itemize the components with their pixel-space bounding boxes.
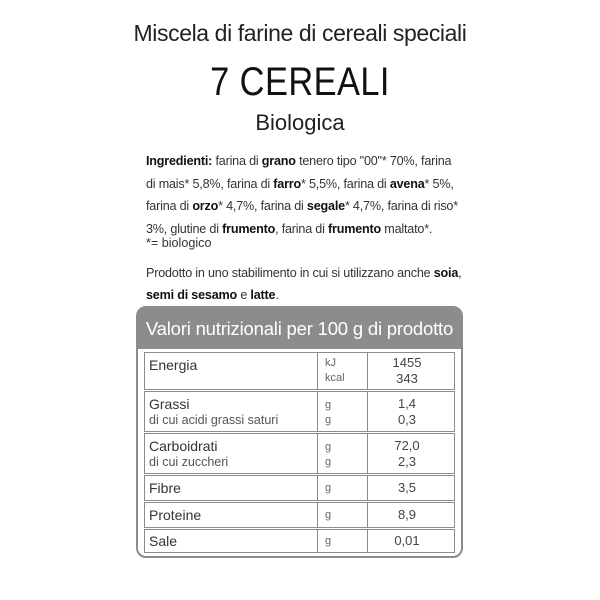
allergen-grano: grano: [261, 154, 296, 168]
ingredients-part: * 4,7%, farina di riso* 3%, glutine di: [146, 199, 458, 236]
column-divider: [367, 392, 368, 431]
allergen-part: Prodotto in uno stabilimento in cui si utilizzano anche: [146, 266, 434, 280]
row-value: 2,3: [397, 454, 417, 469]
row-value: 0,3: [397, 412, 417, 427]
row-unit: g: [325, 441, 332, 453]
ingredients-part: tenero tipo "00"* 70%, farina di mais* 5,8%, farina di: [146, 154, 452, 191]
ingredients-part: maltato*.: [381, 221, 433, 236]
allergen-frumento-maltato: frumento: [328, 221, 381, 236]
column-divider: [367, 476, 368, 500]
column-divider: [367, 530, 368, 552]
row-name: Proteine: [149, 507, 202, 523]
row-unit: g: [325, 535, 332, 547]
row-name: Fibre: [149, 480, 181, 496]
organic-note: *= biologico: [146, 236, 212, 250]
nutrition-row-protein: [144, 502, 455, 528]
nutrition-row-fat: [144, 391, 455, 432]
ingredients-text: [146, 150, 462, 240]
row-name: Grassi: [149, 396, 190, 412]
allergen-soia: soia: [433, 266, 459, 280]
row-unit: g: [325, 399, 332, 411]
allergen-part: e: [237, 288, 251, 302]
column-divider: [317, 434, 318, 473]
column-divider: [317, 353, 318, 389]
ingredients-part: * 5,5%, farina di: [301, 176, 390, 191]
allergen-part: .: [275, 288, 279, 302]
nutrition-table-heading: Valori nutrizionali per 100 g di prodotto: [138, 308, 461, 349]
row-value: 72,0: [394, 438, 420, 453]
row-unit: g: [325, 414, 332, 426]
allergen-sesamo: semi di sesamo: [146, 288, 238, 302]
ingredients-part: * 4,7%, farina di: [218, 199, 307, 213]
allergen-frumento: frumento: [222, 221, 276, 236]
column-divider: [317, 503, 318, 527]
organic-label: Biologica: [255, 110, 345, 135]
row-unit: g: [325, 482, 332, 494]
row-value: 0,01: [394, 533, 420, 548]
row-value: 8,9: [397, 507, 417, 522]
allergen-farro: farro: [273, 176, 301, 191]
allergen-segale: segale: [306, 199, 345, 213]
row-subname: di cui acidi grassi saturi: [149, 413, 279, 427]
column-divider: [367, 503, 368, 527]
ingredients-part: * 5%, farina di: [146, 176, 454, 213]
allergen-part: ,: [458, 266, 462, 280]
allergen-orzo: orzo: [192, 199, 219, 213]
allergen-statement: [146, 262, 466, 306]
product-subtitle: Miscela di farine di cereali speciali: [133, 20, 467, 46]
row-name: Carboidrati: [149, 438, 218, 454]
row-value: 1,4: [397, 396, 417, 411]
row-name: Sale: [149, 533, 178, 549]
nutrition-row-fibre: [144, 475, 455, 501]
nutrition-row-energy: [144, 352, 455, 390]
column-divider: [367, 434, 368, 473]
allergen-latte: latte: [250, 288, 276, 302]
row-value: 3,5: [397, 480, 417, 495]
ingredients-part: , farina di: [275, 221, 329, 236]
allergen-avena: avena: [389, 176, 425, 191]
row-unit: kcal: [325, 372, 345, 384]
column-divider: [317, 530, 318, 552]
nutrition-row-salt: [144, 529, 455, 553]
column-divider: [367, 353, 368, 389]
row-value: 343: [396, 371, 418, 386]
row-unit: kJ: [325, 357, 336, 369]
row-subname: di cui zuccheri: [149, 455, 229, 469]
row-unit: g: [325, 456, 332, 468]
ingredients-label: Ingredienti:: [146, 154, 213, 168]
product-title: 7 CEREALI: [210, 60, 390, 104]
nutrition-row-carbs: [144, 433, 455, 474]
row-value: 1455: [392, 355, 422, 370]
row-name: Energia: [149, 357, 198, 373]
column-divider: [317, 392, 318, 431]
column-divider: [317, 476, 318, 500]
nutrition-table: [136, 306, 463, 558]
row-unit: g: [325, 509, 332, 521]
ingredients-part: farina di: [212, 154, 262, 168]
